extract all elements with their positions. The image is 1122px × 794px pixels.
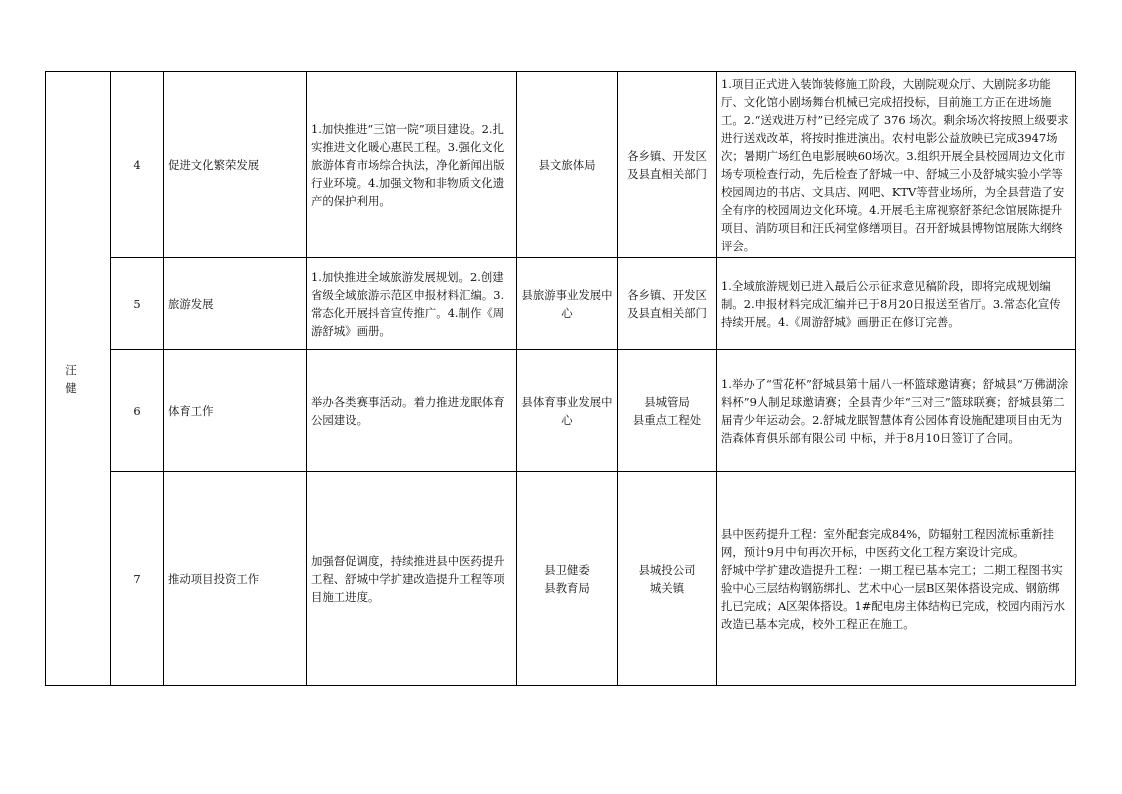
cooperating-units: 县城管局 县重点工程处 <box>618 350 717 472</box>
table-row <box>46 472 1076 686</box>
task-item: 促进文化繁荣发展 <box>164 72 307 258</box>
table-row <box>46 258 1076 350</box>
table-row <box>46 72 1076 258</box>
lead-unit: 县体育事业发展中心 <box>517 350 618 472</box>
leader-name-cell: 汪 健 <box>46 72 111 686</box>
progress-text: 县中医药提升工程：室外配套完成84%，防辐射工程因流标重新挂网，预计9月中旬再次开标，中医药文化工程方案设计完成。 舒城中学扩建改造提升工程：一期工程已基本完工；二期工程图书实验中心三层结构钢筋绑扎、艺术中心一层B区架体搭设完成、钢筋绑扎已完成；A区架体搭设。1#配电房主体结构已完成，校园内雨污水改造已基本完成，校外工程正在施工。 <box>717 472 1076 686</box>
task-measures: 举办各类赛事活动。着力推进龙眠体育公园建设。 <box>307 350 517 472</box>
lead-unit: 县旅游事业发展中心 <box>517 258 618 350</box>
task-measures: 加强督促调度，持续推进县中医药提升工程、舒城中学扩建改造提升工程等项目施工进度。 <box>307 472 517 686</box>
row-number: 6 <box>111 350 164 472</box>
lead-unit: 县卫健委 县教育局 <box>517 472 618 686</box>
cooperating-units: 各乡镇、开发区及县直相关部门 <box>618 258 717 350</box>
work-progress-table <box>45 71 1076 686</box>
row-number: 5 <box>111 258 164 350</box>
row-number: 4 <box>111 72 164 258</box>
lead-unit: 县文旅体局 <box>517 72 618 258</box>
cooperating-units: 各乡镇、开发区及县直相关部门 <box>618 72 717 258</box>
progress-text: 1.项目正式进入装饰装修施工阶段，大剧院观众厅、大剧院多功能厅、文化馆小剧场舞台机械已完成招投标，目前施工方正在进场施工。2.“送戏进万村”已经完成了 376 场次。剩余场次将按照上级要求进行送戏改革，将按时推进演出。农村电影公益放映已完成3947场次；暑期广场红色电影展映60场次。3.组织开展全县校园周边文化市场专项检查行动，先后检查了舒城一中、舒城三小及舒城实验小学等校园周边的书店、文具店、网吧、KTV等营业场所，为全县营造了安全有序的校园周边文化环境。4.开展毛主席视察舒茶纪念馆展陈提升项目、消防项目和汪氏祠堂修缮项目。召开舒城县博物馆展陈大纲终评会。 <box>717 72 1076 258</box>
task-measures: 1.加快推进全域旅游发展规划。2.创建省级全域旅游示范区申报材料汇编。3.常态化开展抖音宣传推广。4.制作《周游舒城》画册。 <box>307 258 517 350</box>
table-row <box>46 350 1076 472</box>
row-number: 7 <box>111 472 164 686</box>
progress-text: 1.全域旅游规划已进入最后公示征求意见稿阶段，即将完成规划编制。2.申报材料完成汇编并已于8月20日报送至省厅。3.常态化宣传持续开展。4.《周游舒城》画册正在修订完善。 <box>717 258 1076 350</box>
progress-text: 1.举办了“雪花杯”舒城县第十届八一杯篮球邀请赛；舒城县“万佛湖涂料杯”9人制足球邀请赛；全县青少年“三对三”篮球联赛；舒城县第二届青少年运动会。2.舒城龙眠智慧体育公园体育设施配建项目由无为浩森体育俱乐部有限公司 中标，并于8月10日签订了合同。 <box>717 350 1076 472</box>
cooperating-units: 县城投公司 城关镇 <box>618 472 717 686</box>
task-item: 推动项目投资工作 <box>164 472 307 686</box>
task-item: 体育工作 <box>164 350 307 472</box>
task-item: 旅游发展 <box>164 258 307 350</box>
task-measures: 1.加快推进“三馆一院”项目建设。2.扎实推进文化暖心惠民工程。3.强化文化旅游体育市场综合执法，净化新闻出版行业环境。4.加强文物和非物质文化遗产的保护利用。 <box>307 72 517 258</box>
